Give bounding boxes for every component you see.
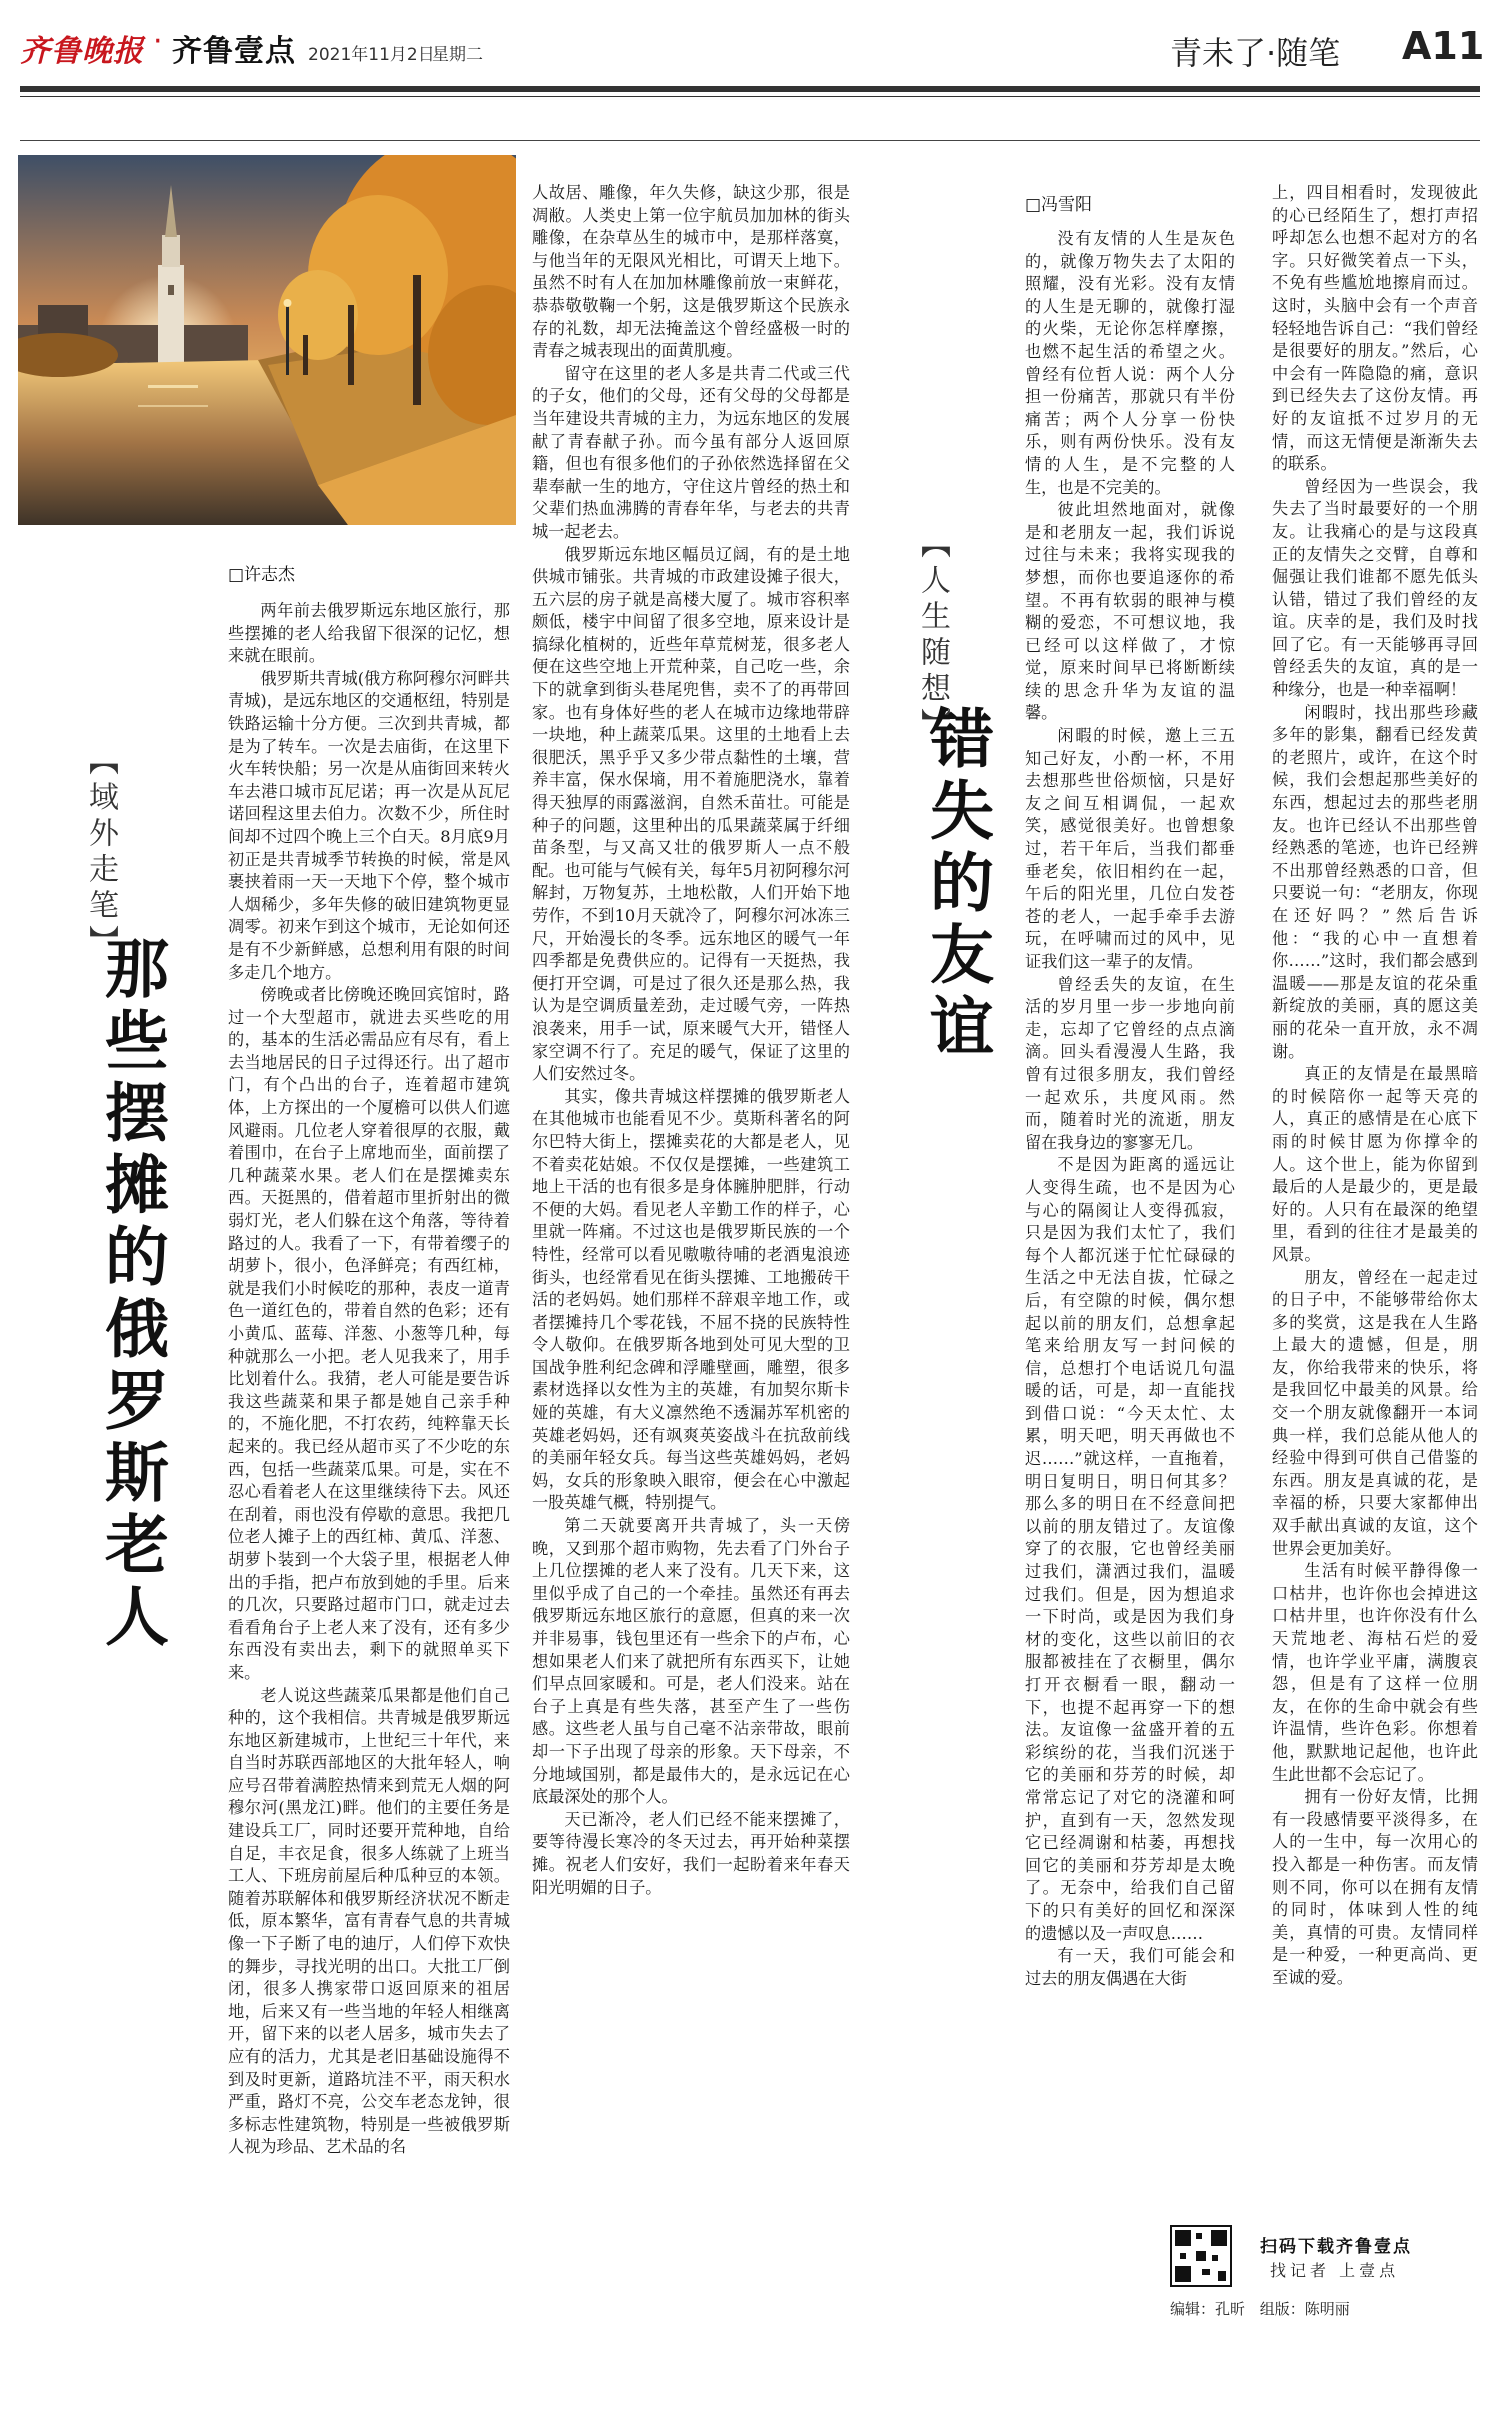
article1-column-1 <box>228 600 510 2310</box>
issue-weekday: 星期二 <box>432 45 483 65</box>
paragraph: 两年前去俄罗斯远东地区旅行，那些摆摊的老人给我留下很深的记忆，想来就在眼前。 <box>228 601 510 666</box>
qr-code-icon[interactable] <box>1170 2225 1232 2287</box>
paragraph: 生活有时候平静得像一口枯井，也许你也会掉进这口枯井里，也许你没有什么天荒地老、海枯石烂的爱情，也许学业平庸，满腹哀怨，但是有了这样一位朋友，在你的生命中就会有些许温情，些许色彩。你想着他，默默地记起他，也许此生此世都不会忘记了。 <box>1272 1561 1478 1784</box>
article1-title: 那些摆摊的俄罗斯老人 <box>94 935 169 1655</box>
paragraph: 人故居、雕像，年久失修，缺这少那，很是凋敝。人类史上第一位宇航员加加林的街头雕像，在杂草丛生的城市中，是那样落寞，与他当年的无限风光相比，可谓天上地下。虽然不时有人在加加林雕像前放一束鲜花，恭恭敬敬鞠一个躬，这是俄罗斯这个民族永存的礼数，却无法掩盖这个曾经盛极一时的青春之城表现出的面黄肌瘦。 <box>532 183 850 361</box>
paragraph: 没有友情的人生是灰色的，就像万物失去了太阳的照耀，没有光彩。没有友情的人生是无聊的，就像打湿的火柴，无论你怎样摩擦，也燃不起生活的希望之火。曾经有位哲人说：两个人分担一份痛苦，那就只有半份痛苦；两个人分享一份快乐，则有两份快乐。没有友情的人生，是不完整的人生，也是不完美的。 <box>1025 229 1235 497</box>
river-sunset-photo <box>18 155 516 525</box>
paragraph: 朋友，曾经在一起走过的日子中，不能够带给你太多的奖赏，这是我在人生路上最大的遗憾，但是，朋友，你给我带来的快乐，将是我回忆中最美的风景。给交一个朋友就像翻开一本词典一样，我们总能从他人的经验中得到可供自己借鉴的东西。朋友是真诚的花，是幸福的桥，只要大家都伸出双手献出真诚的友谊，这个世界会更加美好。 <box>1272 1267 1478 1558</box>
article1-column-2 <box>532 182 850 2312</box>
article2-column-1 <box>1025 228 1235 2288</box>
paragraph: 老人说这些蔬菜瓜果都是他们自己种的，这个我相信。共青城是俄罗斯远东地区新建城市，上世纪三十年代，来自当时苏联西部地区的大批年轻人，响应号召带着满腔热情来到荒无人烟的阿穆尔河(黑龙江)畔。他们的主要任务是建设兵工厂，同时还要开荒种地，自给自足，丰衣足食，很多人练就了上班当工人、下班房前屋后种瓜种豆的本领。随着苏联解体和俄罗斯经济状况不断走低，原本繁华，富有青春气息的共青城像一下子断了电的迪厅，人们停下欢快的舞步，寻找光明的出口。大批工厂倒闭，很多人携家带口返回原来的祖居地，后来又有一些当地的年轻人相继离开，留下来的以老人居多，城市失去了应有的活力，尤其是老旧基础设施得不到及时更新，道路坑洼不平，雨天积水严重，路灯不亮，公交车老态龙钟，很多标志性建筑物，特别是一些被俄罗斯人视为珍品、艺术品的名 <box>228 1685 510 2157</box>
paragraph: 留守在这里的老人多是共青二代或三代的子女，他们的父母，还有父母的父母都是当年建设共青城的主力，为远东地区的发展献了青春献子孙。而今虽有部分人返回原籍，但也有很多他们的子孙依然选择留在父辈奉献一生的地方，守住这片曾经的热土和父辈们热血沸腾的青春年华，与老去的共青城一起老去。 <box>532 363 850 541</box>
paragraph: 其实，像共青城这样摆摊的俄罗斯老人在其他城市也能看见不少。莫斯科著名的阿尔巴特大街上，摆摊卖花的大都是老人，见不着卖花姑娘。不仅仅是摆摊，一些建筑工地上干活的也有很多是身体臃肿肥胖，行动不便的大妈。看见老人辛勤工作的样子，心里就一阵痛。不过这也是俄罗斯民族的一个特性，经常可以看见嗷嗷待哺的老酒鬼浪迹街头，也经常看见在街头摆摊、工地搬砖干活的老妈妈。她们那样不辞艰辛地工作，或者摆摊持几个零花钱，不屈不挠的民族特性令人敬仰。在俄罗斯各地到处可见大型的卫国战争胜利纪念碑和浮雕壁画，雕塑，很多素材选择以女性为主的英雄，有加契尔斯卡娅的英雄，有大义凛然绝不透漏苏军机密的英雄老妈妈，还有飒爽英姿战斗在抗敌前线的美丽年轻女兵。每当这些英雄妈妈，老妈妈，女兵的形象映入眼帘，便会在心中激起一股英雄气概，特别提气。 <box>532 1086 850 1513</box>
article2-column-2 <box>1272 182 1478 2267</box>
logo-separator: · <box>153 24 163 59</box>
paragraph: 俄罗斯共青城(俄方称阿穆尔河畔共青城)，是远东地区的交通枢纽，特别是铁路运输十分方便。三次到共青城，都是为了转车。一次是去庙街，在这里下火车转快船；另一次是从庙街回来转火车去港口城市瓦尼诺；再一次是从瓦尼诺回程这里去伯力。次数不少，所住时间却不过四个晚上三个白天。8月底9月初正是共青城季节转换的时候，常是风裹挟着雨一天一天地下个停，整个城市人烟稀少，多年失修的破旧建筑物更显凋零。初来乍到这个城市，无论如何还是有不少新鲜感，总想利用有限的时间多走几个地方。 <box>228 668 510 982</box>
paragraph: 拥有一份好友情，比拥有一段感情要平淡得多，在人的一生中，每一次用心的投入都是一种伤害。而友情则不同，你可以在拥有友情的同时，体味到人性的纯美，真情的可贵。友情同样是一种爱，一种更高尚、更至诚的爱。 <box>1272 1787 1478 1987</box>
editor-credit: 编辑：孔昕 <box>1170 2300 1246 2318</box>
paragraph: 有一天，我们可能会和过去的朋友偶遇在大街 <box>1025 1946 1235 1988</box>
header-rule-thick <box>20 86 1480 92</box>
paragraph: 曾经丢失的友谊，在生活的岁月里一步一步地向前走，忘却了它曾经的点点滴滴。回头看漫漫人生路，我曾有过很多朋友，我们曾经一起欢乐，共度风雨。然而，随着时光的流逝，朋友留在我身边的寥寥无几。 <box>1025 974 1235 1152</box>
section-name: 青未了·随笔 <box>1170 34 1341 72</box>
paragraph: 第二天就要离开共青城了，头一天傍晚，又到那个超市购物，先去看了门外台子上几位摆摊的老人来了没有。几天下来，这里似乎成了自己的一个牵挂。虽然还有再去俄罗斯远东地区旅行的意愿，但真的来一次并非易事，钱包里还有一些余下的卢布，心想如果老人们来了就把所有东西买下，让她们早点回家暖和。可是，老人们没来。站在台子上真是有些失落，甚至产生了一些伤感。这些老人虽与自己毫不沾亲带故，眼前却一下子出现了母亲的形象。天下母亲，不分地域国别，都是最伟大的，是永远记在心底最深处的那个人。 <box>532 1516 850 1807</box>
article1-kicker: 【域外走笔】 <box>83 745 118 961</box>
paragraph: 彼此坦然地面对，就像是和老朋友一起，我们诉说过往与未来；我将实现我的梦想，而你也要追逐你的希望。不再有软弱的眼神与模糊的爱恋，不可想议地，我已经可以这样做了，才惊觉，原来时间早已将断断续续的思念升华为友谊的温馨。 <box>1025 500 1235 723</box>
paragraph: 俄罗斯远东地区幅员辽阔，有的是土地供城市铺张。共青城的市政建设摊子很大，五六层的房子就是高楼大厦了。城市容积率颇低，楼宇中间留了很多空地，原来设计是搞绿化植树的，近些年草荒树茏，很多老人便在这些空地上开荒种菜，自己吃一些，余下的就拿到街头巷尾兜售，卖不了的再带回家。也有身体好些的老人在城市边缘地带辟一块地，种上蔬菜瓜果。这里的土地看上去很肥沃，黑乎乎又多少带点黏性的土壤，营养丰富，保水保墒，用不着施肥浇水，靠着得天独厚的雨露滋润，自然禾苗壮。可能是种子的问题，这里种出的瓜果蔬菜属于纤细苗条型，与又高又壮的俄罗斯人一点不般配。也可能与气候有关，每年5月初阿穆尔河解封，万物复苏，土地松散，人们开始下地劳作，不到10月天就冷了，阿穆尔河冰冻三尺，开始漫长的冬季。远东地区的暖气一年四季都是免费供应的。记得有一天挺热，我便打开空调，可是过了很久还是那么热，我认为是空调质量差劲，走过暖气旁，一阵热浪袭来，用手一试，原来暖气大开，错怪人家空调不行了。充足的暖气，保证了这里的人们安然过冬。 <box>532 544 850 1084</box>
paragraph: 闲暇的时候，邀上三五知己好友，小酌一杯，不用去想那些世俗烦恼，只是好友之间互相调侃，一起欢笑，感觉很美好。也曾想象过，若干年后，当我们都垂垂老矣，依旧相约在一起，午后的阳光里，几位白发苍苍的老人，一起手牵手去游玩，在呼啸而过的风中，见证我们这一辈子的友情。 <box>1025 726 1235 971</box>
issue-date: 2021年11月2日 <box>308 45 435 65</box>
paragraph: 上，四目相看时，发现彼此的心已经陌生了，想打声招呼却怎么也想不起对方的名字。只好微笑着点一下头，不免有些尴尬地擦肩而过。这时，头脑中会有一个声音轻轻地告诉自己：“我们曾经是很要好的朋友。”然后，心中会有一阵隐隐的痛，意识到已经失去了这份友情。再好的友谊抵不过岁月的无情，而这无情便是渐渐失去的联系。 <box>1272 183 1478 474</box>
header-rule-thin <box>20 96 1480 97</box>
header-rule-bottom <box>20 140 1480 141</box>
qr-download-label: 扫码下载齐鲁壹点 <box>1260 2237 1412 2257</box>
paragraph: 傍晚或者比傍晚还晚回宾馆时，路过一个大型超市，就进去买些吃的用的，基本的生活必需品应有尽有，看上去当地居民的日子过得还行。出了超市门，有个凸出的台子，连着超市建筑体，上方探出的一个厦檐可以供人们遮风避雨。几位老人穿着很厚的衣服，戴着围巾，在台子上席地而坐，面前摆了几种蔬菜水果。老人们在是摆摊卖东西。天挺黑的，借着超市里折射出的微弱灯光，老人们躲在这个角落，等待着路过的人。我看了一下，有带着缨子的胡萝卜，很小，色泽鲜亮；有西红柿，就是我们小时候吃的那种，表皮一道青色一道红色的，带着自然的色彩；还有小黄瓜、蓝莓、洋葱、小葱等几种，每种就那么一小把。老人见我来了，用手比划着什么。我猜，老人可能是要告诉我这些蔬菜和果子都是她自己亲手种的，不施化肥，不打农药，纯粹靠天长起来的。我已经从超市买了不少吃的东西，包括一些蔬菜瓜果。可是，实在不忍心看着老人在这里继续待下去。风还在刮着，雨也没有停歇的意思。我把几位老人摊子上的西红柿、黄瓜、洋葱、胡萝卜装到一个大袋子里，根据老人伸出的手指，把卢布放到她的手里。后来的几次，只要路过超市门口，就走过去看看角台子上老人来了没有，还有多少东西没有卖出去，剩下的就照单买下来。 <box>228 985 510 1682</box>
article2-kicker: 【人生随想】 <box>915 528 950 744</box>
layout-credit: 组版：陈明丽 <box>1259 2300 1350 2318</box>
article2-byline: □冯雪阳 <box>1025 195 1093 215</box>
photo-illustration <box>18 155 516 525</box>
logo-qilu-yidian: 齐鲁壹点 <box>172 34 296 69</box>
paragraph: 闲暇时，找出那些珍藏多年的影集，翻看已经发黄的老照片，或许，在这个时候，我们会想起那些美好的东西，想起过去的那些老朋友。也许已经认不出那些曾经熟悉的笔迹，也许已经辨不出那曾经熟悉的口音，但只要说一句：“老朋友，你现在还好吗？”然后告诉他：“我的心中一直想着你……”这时，我们都会感到温暖——那是友谊的花朵重新绽放的美丽，真的愿这美丽的花朵一直开放，永不凋谢。 <box>1272 702 1478 1061</box>
masthead <box>20 20 1485 80</box>
paragraph: 不是因为距离的遥远让人变得生疏，也不是因为心与心的隔阂让人变得孤寂，只是因为我们太忙了，我们每个人都沉迷于忙忙碌碌的生活之中无法自拔，忙碌之后，有空隙的时候，偶尔想起以前的朋友们，总想拿起笔来给朋友写一封问候的信，总想打个电话说几句温暖的话，可是，却一直能找到借口说：“今天太忙、太累，明天吧，明天再做也不迟……”就这样，一直拖着，明日复明日，明日何其多？那么多的明日在不经意间把以前的朋友错过了。友谊像穿了的衣服，它也曾经美丽过我们，潇洒过我们，温暖过我们。但是，因为想追求一下时尚，或是因为我们身材的变化，这些以前旧的衣服都被挂在了衣橱里，偶尔打开衣橱看一眼，翻动一下，也提不起再穿一下的想法。友谊像一盆盛开着的五彩缤纷的花，当我们沉迷于它的美丽和芬芳的时候，却常常忘记了对它的浇灌和呵护，直到有一天，忽然发现它已经凋谢和枯萎，再想找回它的美丽和芬芳却是太晚了。无奈中，给我们自己留下的只有美好的回忆和深深的遗憾以及一声叹息…… <box>1025 1155 1235 1943</box>
article1-byline: □许志杰 <box>228 565 296 585</box>
paragraph: 天已渐冷，老人们已经不能来摆摊了，要等待漫长寒冷的冬天过去，再开始种菜摆摊。祝老人们安好，我们一起盼着来年春天阳光明媚的日子。 <box>532 1809 850 1897</box>
page-number: A11 <box>1402 24 1485 68</box>
credits <box>1170 2298 1360 2319</box>
paragraph: 曾经因为一些误会，我失去了当时最要好的一个朋友。让我痛心的是与这段真正的友情失之交臂，自尊和倔强让我们谁都不愿先低头认错，错过了我们曾经的友谊。庆幸的是，我们及时找回了它。有一天能够再寻回曾经丢失的友谊，真的是一种缘分，也是一种幸福啊！ <box>1272 476 1478 700</box>
logo-qilu-wanbao: 齐鲁晚报 <box>20 34 144 69</box>
qr-slogan: 找记者 上壹点 <box>1270 2261 1400 2280</box>
article2-title: 错失的友谊 <box>919 705 994 1065</box>
paragraph: 真正的友情是在最黑暗的时候陪你一起等天亮的人，真正的感情是在心底下雨的时候甘愿为你撑伞的人。这个世上，能为你留到最后的人是最少的，更是最好的。人只有在最深的绝望里，看到的往往才是最美的风景。 <box>1272 1064 1478 1264</box>
